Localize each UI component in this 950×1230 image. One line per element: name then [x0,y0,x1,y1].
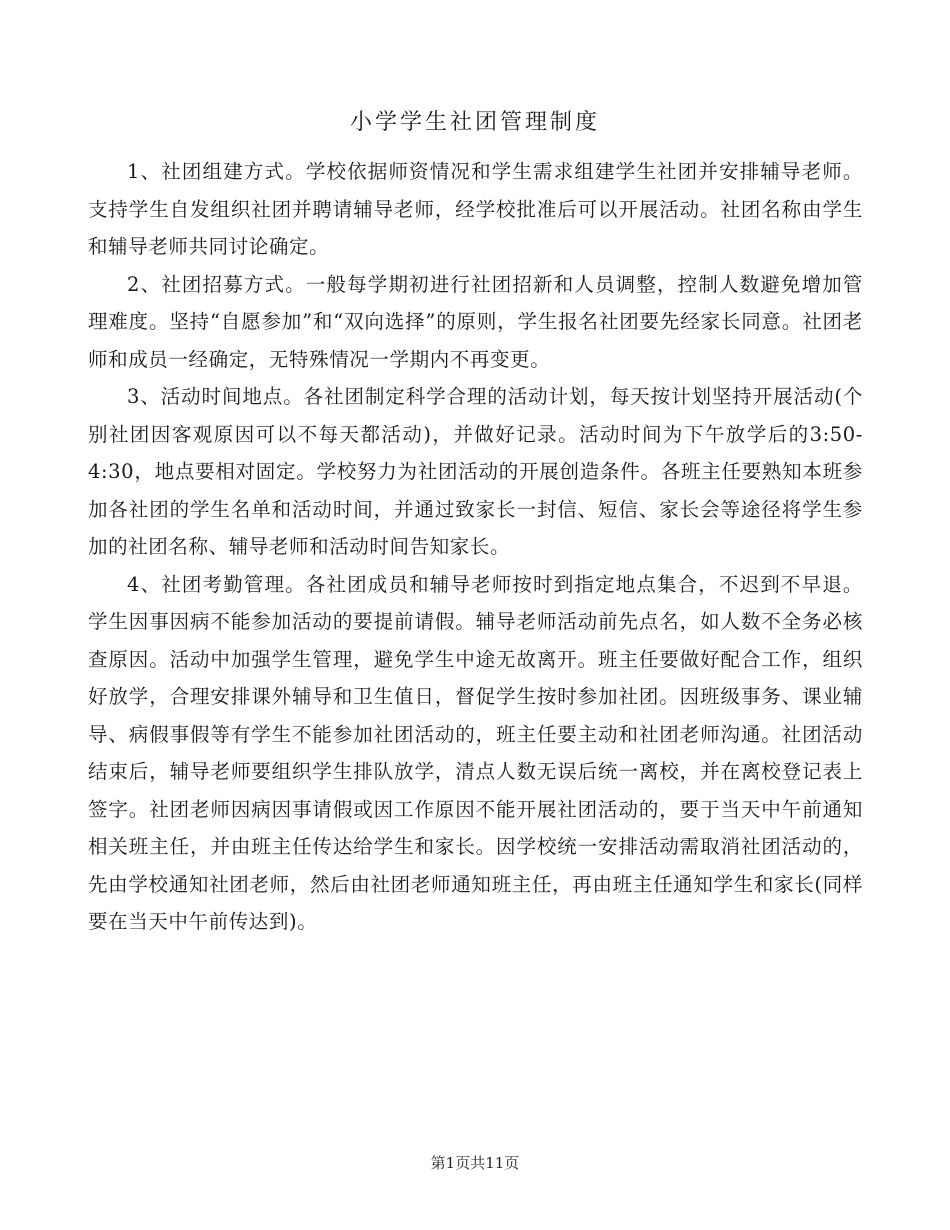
document-title: 小学学生社团管理制度 [349,110,600,135]
paragraph-1: 1、社团组建方式。学校依据师资情况和学生需求组建学生社团并安排辅导老师。支持学生自发组织社团并聘请辅导老师，经学校批准后可以开展活动。社团名称由学生和辅导老师共同讨论确定。 [88,160,863,258]
paragraph-3: 3、活动时间地点。各社团制定科学合理的活动计划，每天按计划坚持开展活动(个别社团因客观原因可以不每天都活动)，并做好记录。活动时间为下午放学后的3:50-4:30，地点要相对固定。学校努力为社团活动的开展创造条件。各班主任要熟知本班参加各社团的学生名单和活动时间，并通过致家长一封信、短信、家长会等途径将学生参加的社团名称、辅导老师和活动时间告知家长。 [88,385,863,558]
page-number: 第1页共11页 [430,1154,520,1172]
document-body [88,153,863,941]
paragraph-2: 2、社团招募方式。一般每学期初进行社团招新和人员调整，控制人数避免增加管理难度。坚持“自愿参加”和“双向选择”的原则，学生报名社团要先经家长同意。社团老师和成员一经确定，无特殊情况一学期内不再变更。 [88,272,863,371]
paragraph-4: 4、社团考勤管理。各社团成员和辅导老师按时到指定地点集合，不迟到不早退。学生因事因病不能参加活动的要提前请假。辅导老师活动前先点名，如人数不全务必核查原因。活动中加强学生管理，避免学生中途无故离开。班主任要做好配合工作，组织好放学，合理安排课外辅导和卫生值日，督促学生按时参加社团。因班级事务、课业辅导、病假事假等有学生不能参加社团活动的，班主任要主动和社团老师沟通。社团活动结束后，辅导老师要组织学生排队放学，清点人数无误后统一离校，并在离校登记表上签字。社团老师因病因事请假或因工作原因不能开展社团活动的，要于当天中午前通知相关班主任，并由班主任传达给学生和家长。因学校统一安排活动需取消社团活动的，先由学校通知社团老师，然后由社团老师通知班主任，再由班主任通知学生和家长(同样要在当天中午前传达到)。 [88,572,863,933]
